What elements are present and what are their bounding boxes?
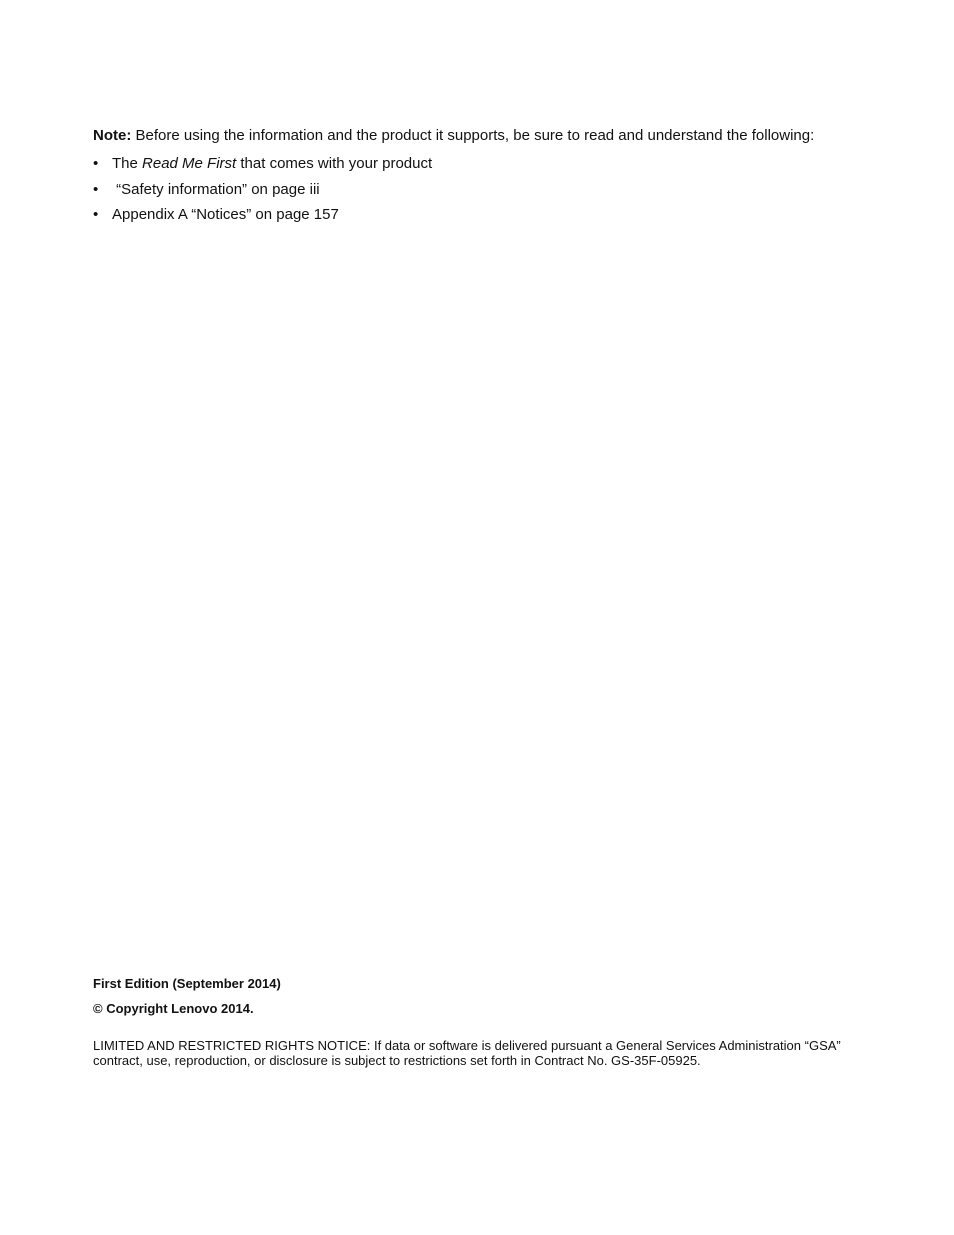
note-text: Before using the information and the product it supports, be sure to read and understand the following: [135, 127, 815, 144]
list-item-suffix: that comes with your product [236, 155, 433, 172]
note-section [93, 126, 893, 231]
list-item-prefix: The [112, 155, 143, 172]
note-label: Note: [93, 127, 132, 144]
list-item [93, 180, 893, 206]
edition-title: First Edition (September 2014) [93, 976, 281, 991]
list-item [93, 205, 893, 231]
copyright-line: © Copyright Lenovo 2014. [93, 1001, 254, 1016]
rights-notice: LIMITED AND RESTRICTED RIGHTS NOTICE: If data or software is delivered pursuant a General Services Administration “GSA” contract, use, reproduction, or disclosure is subject to restrictions set forth in Contract No. GS-35F-05925. [93, 1038, 841, 1068]
edition-section [93, 975, 893, 1068]
note-paragraph [93, 126, 893, 145]
notices-appendix-link[interactable]: Appendix A “Notices” on page 157 [112, 206, 339, 223]
read-me-first-title: Read Me First [142, 155, 237, 172]
bullet-icon: • [93, 206, 99, 223]
bullet-icon: • [93, 180, 99, 198]
list-item [93, 154, 893, 180]
bullet-icon: • [93, 155, 99, 172]
safety-information-link[interactable]: “Safety information” on page iii [112, 180, 320, 198]
note-list [93, 154, 893, 231]
